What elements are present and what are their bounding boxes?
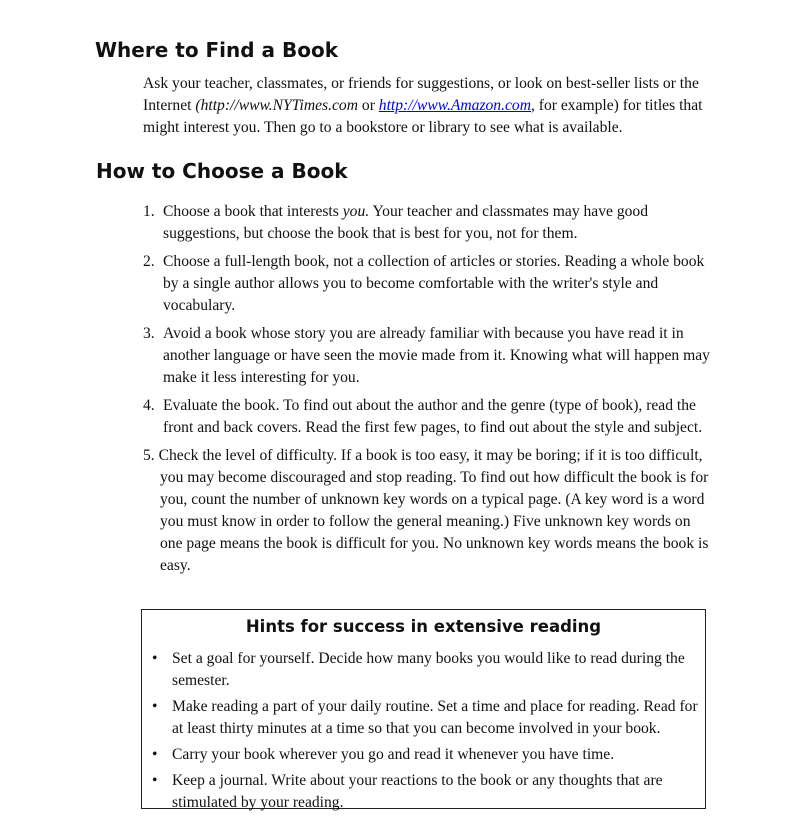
step-item — [143, 323, 711, 389]
step-number: 5. — [143, 447, 155, 464]
nytimes-url: (http://www.NYTimes.com — [195, 97, 358, 114]
hint-item — [150, 770, 698, 814]
hints-list — [150, 648, 698, 818]
amazon-link[interactable]: http://www.Amazon.com — [378, 97, 531, 114]
choose-steps-list — [143, 201, 711, 583]
find-text-or: or — [358, 97, 379, 114]
heading-how-to-choose: How to Choose a Book — [96, 159, 348, 183]
step-item — [143, 251, 711, 317]
hints-title: Hints for success in extensive reading — [245, 617, 602, 636]
hint-text: Set a goal for yourself. Decide how many books you would like to read during the semester. — [172, 650, 685, 689]
step-number: 3. — [143, 325, 155, 342]
step-number: 4. — [143, 397, 155, 414]
step-text-rest: Your teacher and classmates may have good suggestions, but choose the book that is best for you, not for them. — [163, 203, 649, 242]
step-text: Evaluate the book. To find out about the author and the genre (type of book), read the front and back covers. Read the first few pages, to find out about the style and subject. — [163, 397, 703, 436]
bullet-icon: • — [152, 650, 158, 667]
hint-text: Make reading a part of your daily routine. Set a time and place for reading. Read for at least thirty minutes at a time so that you can become involved in your book. — [172, 698, 698, 737]
hint-item — [150, 648, 698, 692]
hint-text: Carry your book wherever you go and read it whenever you have time. — [172, 746, 615, 763]
step-number: 2. — [143, 253, 155, 270]
step-item — [143, 445, 711, 577]
hints-box — [141, 609, 706, 809]
find-paragraph — [143, 73, 703, 139]
hint-item — [150, 696, 698, 740]
step-text: Choose a book that interests — [163, 203, 343, 220]
step-text: Check the level of difficulty. If a book is too easy, it may be boring; if it is too difficult, you may become discouraged and stop reading. To find out how difficult the book is for you, count the number of unknown key words on a typical page. (A key word is a word you must know in order to follow the general meaning.) Five unknown key words on one page means the book is difficult for you. No unknown key words means the book is easy. — [158, 447, 709, 574]
step-text: Choose a full-length book, not a collection of articles or stories. Reading a whole book by a single author allows you to become comfortable with the writer's style and vocabulary. — [163, 253, 705, 314]
bullet-icon: • — [152, 698, 158, 715]
hint-text: Keep a journal. Write about your reactions to the book or any thoughts that are stimulated by your reading. — [172, 772, 663, 811]
find-text-1: Ask your teacher, classmates, or friends for suggestions, or look on best-seller lists or the Internet — [143, 75, 699, 114]
step-emphasis: you. — [342, 203, 370, 220]
step-item — [143, 201, 711, 245]
hint-item — [150, 744, 698, 766]
bullet-icon: • — [152, 746, 158, 763]
step-text: Avoid a book whose story you are already familiar with because you have read it in another language or have seen the movie made from it. Knowing what will happen may make it less interesting for you. — [163, 325, 710, 386]
step-number: 1. — [143, 203, 155, 220]
bullet-icon: • — [152, 772, 158, 789]
find-text-2: , for example) for titles that might interest you. Then go to a bookstore or library to see what is available. — [143, 97, 703, 136]
heading-where-to-find: Where to Find a Book — [95, 38, 339, 62]
step-item — [143, 395, 711, 439]
